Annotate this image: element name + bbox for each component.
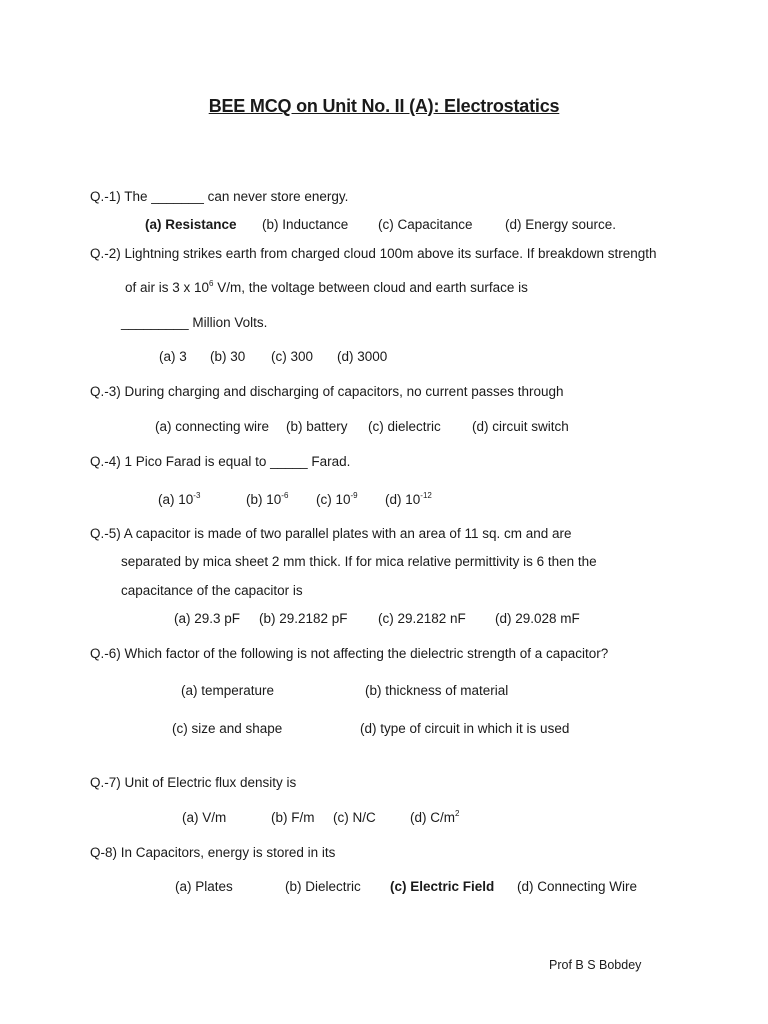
question-7-text: Q.-7) Unit of Electric flux density is [90, 775, 297, 790]
question-2-line-3: _________ Million Volts. [121, 315, 268, 330]
question-3-text: Q.-3) During charging and discharging of capacitors, no current passes through [90, 384, 564, 399]
q2-option-d: (d) 3000 [337, 349, 388, 364]
q4-option-c: (c) $10^{-9}$ [316, 490, 358, 507]
q5-option-c: (c) 29.2182 nF [378, 611, 466, 626]
question-5-text: Q.-5) A capacitor is made of two parallel plates with an area of 11 sq. cm and are [90, 526, 572, 541]
q6-option-c: (c) size and shape [172, 721, 283, 736]
question-6-text: Q.-6) Which factor of the following is not affecting the dielectric strength of a capacitor? [90, 646, 609, 661]
q5-option-b: (b) 29.2182 pF [259, 611, 348, 626]
question-2-text: Q.-2) Lightning strikes earth from charged cloud 100m above its surface. If breakdown strength [90, 246, 657, 261]
question-1-text: Q.-1) The _______ can never store energy. [90, 189, 349, 204]
q8-option-b: (b) Dielectric [285, 879, 361, 894]
q1-option-d: (d) Energy source. [505, 217, 617, 232]
q7-option-c: (c) N/C [333, 810, 376, 825]
q8-option-c: (c) Electric Field [390, 879, 495, 894]
q1-option-b: (b) Inductance [262, 217, 349, 232]
q7-option-d: (d) $C/m^2$ [410, 808, 460, 825]
q5-option-a: (a) 29.3 pF [174, 611, 241, 626]
q2-option-c: (c) 300 [271, 349, 314, 364]
question-5-line-2: separated by mica sheet 2 mm thick. If for mica relative permittivity is 6 then the [121, 554, 597, 569]
q6-option-d: (d) type of circuit in which it is used [360, 721, 570, 736]
q1-option-a: (a) Resistance [145, 217, 237, 232]
question-5-line-3: capacitance of the capacitor is [121, 583, 303, 598]
q5-option-d: (d) 29.028 mF [495, 611, 580, 626]
q6-option-b: (b) thickness of material [365, 683, 509, 698]
question-4-text: Q.-4) 1 Pico Farad is equal to _____ Farad. [90, 454, 351, 469]
q4-option-a: (a) $10^{-3}$ [158, 490, 201, 507]
q4-option-d: (d) $10^{-12}$ [385, 490, 432, 507]
q7-option-a: (a) V/m [182, 810, 227, 825]
question-8-text: Q-8) In Capacitors, energy is stored in its [90, 845, 336, 860]
q3-option-a: (a) connecting wire [155, 419, 270, 434]
q3-option-d: (d) circuit switch [472, 419, 569, 434]
q2-option-b: (b) 30 [210, 349, 246, 364]
q3-option-b: (b) battery [286, 419, 348, 434]
author-footer: Prof B S Bobdey [549, 958, 642, 972]
q1-option-c: (c) Capacitance [378, 217, 473, 232]
q7-option-b: (b) F/m [271, 810, 315, 825]
page-title: BEE MCQ on Unit No. II (A): Electrostatics [208, 96, 560, 116]
question-2-line-2: of air is 3 x $10^6$ V/m, the voltage between cloud and earth surface is [125, 278, 528, 295]
q4-option-b: (b) $10^{-6}$ [246, 490, 289, 507]
q8-option-a: (a) Plates [175, 879, 233, 894]
q2-option-a: (a) 3 [159, 349, 187, 364]
q3-option-c: (c) dielectric [368, 419, 441, 434]
q6-option-a: (a) temperature [181, 683, 275, 698]
q8-option-d: (d) Connecting Wire [517, 879, 638, 894]
